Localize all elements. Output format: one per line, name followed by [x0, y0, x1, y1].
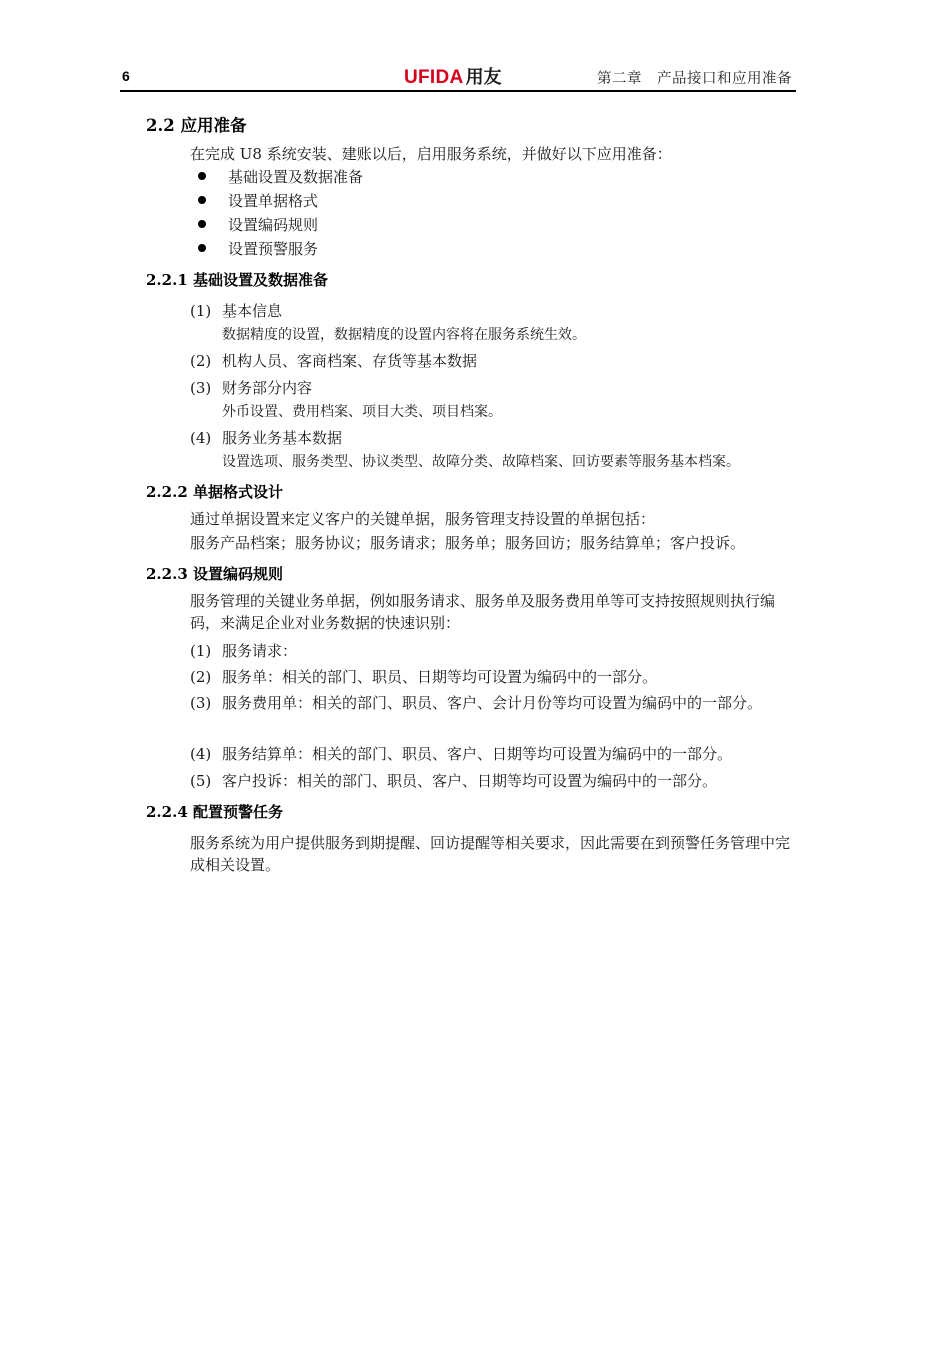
section-heading: 2.2 应用准备 [146, 116, 247, 135]
item-detail: 设置选项、服务类型、协议类型、故障分类、故障档案、回访要素等服务基本档案。 [222, 454, 740, 470]
page-number: 6 [122, 68, 130, 84]
bullet-item: 设置编码规则 [198, 214, 318, 235]
bullet-item: 设置单据格式 [198, 190, 318, 211]
numbered-item: (4) 服务业务基本数据 [190, 429, 343, 447]
item-detail: 数据精度的设置，数据精度的设置内容将在服务系统生效。 [222, 327, 586, 343]
subsection-heading-2-2-3: 2.2.3 设置编码规则 [146, 565, 283, 583]
numbered-item: (2) 机构人员、客商档案、存货等基本数据 [190, 352, 478, 370]
brand-logo [404, 63, 502, 89]
bullet-item: 基础设置及数据准备 [198, 166, 363, 187]
bullet-item: 设置预警服务 [198, 238, 318, 259]
bullet-icon [198, 172, 206, 180]
numbered-item: (3) 服务费用单：相关的部门、职员、客户、会计月份等均可设置为编码中的一部分。 [190, 694, 763, 712]
paragraph-line: 服务产品档案；服务协议；服务请求；服务单；服务回访；服务结算单；客户投诉。 [190, 534, 746, 552]
subsection-heading-2-2-4: 2.2.4 配置预警任务 [146, 803, 283, 821]
subsection-heading-2-2-2: 2.2.2 单据格式设计 [146, 483, 283, 501]
chapter-title: 第二章 产品接口和应用准备 [597, 71, 792, 87]
numbered-item: (2) 服务单：相关的部门、职员、日期等均可设置为编码中的一部分。 [190, 668, 658, 686]
running-header [120, 62, 796, 92]
subsection-heading-2-2-1: 2.2.1 基础设置及数据准备 [146, 271, 328, 289]
paragraph: 服务系统为用户提供服务到期提醒、回访提醒等相关要求，因此需要在到预警任务管理中完成相关设置。 [190, 834, 791, 874]
numbered-item: (5) 客户投诉：相关的部门、职员、客户、日期等均可设置为编码中的一部分。 [190, 772, 718, 790]
paragraph-line: 通过单据设置来定义客户的关键单据，服务管理支持设置的单据包括： [190, 510, 656, 528]
numbered-item: (1) 基本信息 [190, 302, 283, 320]
numbered-item: (4) 服务结算单：相关的部门、职员、客户、日期等均可设置为编码中的一部分。 [190, 745, 733, 763]
bullet-icon [198, 244, 206, 252]
numbered-item: (1) 服务请求： [190, 642, 298, 660]
item-detail: 外币设置、费用档案、项目大类、项目档案。 [222, 404, 502, 420]
numbered-item: (3) 财务部分内容 [190, 379, 313, 397]
brand-logo-cjk: 用友 [465, 67, 502, 88]
bullet-icon [198, 220, 206, 228]
brand-logo-latin: UFIDA [404, 67, 464, 88]
bullet-icon [198, 196, 206, 204]
section-intro: 在完成 U8 系统安装、建账以后，启用服务系统，并做好以下应用准备： [190, 145, 672, 163]
paragraph: 服务管理的关键业务单据，例如服务请求、服务单及服务费用单等可支持按照规则执行编码，来满足企业对业务数据的快速识别： [190, 592, 776, 632]
